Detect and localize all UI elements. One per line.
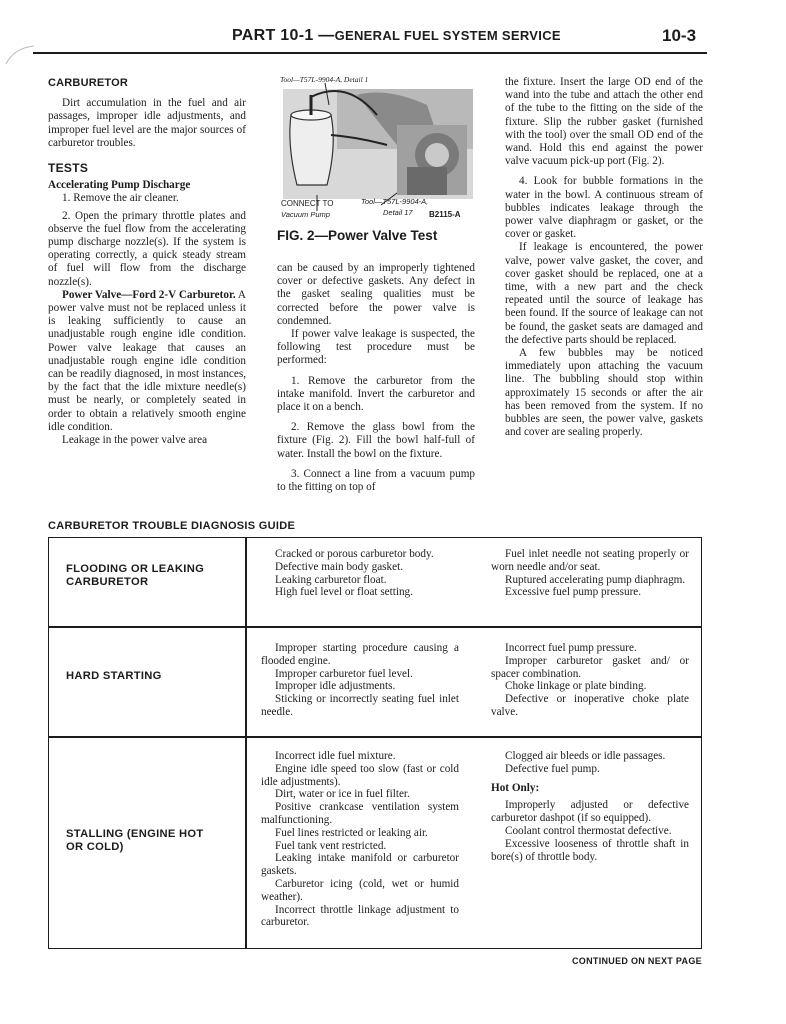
figure-caption: FIG. 2—Power Valve Test	[277, 228, 438, 243]
table-divider-row-1	[49, 626, 701, 628]
list-item: Excessive fuel pump pressure.	[505, 586, 642, 599]
col2-para-1: can be caused by an improperly tightened cover or defective gaskets. Any defect in the gasket sealing qualities must be corrected before the power valve is condemned.	[277, 262, 475, 327]
row-3-causes-right	[491, 750, 689, 863]
list-item: Improper idle adjustments.	[275, 680, 396, 693]
list-item: Sticking or incorrectly seating fuel inlet needle.	[261, 693, 459, 718]
col3-para-4: A few bubbles may be noticed immediately upon attaching the vacuum line. The bubbling should stop within approximately 15 seconds or after the air has been removed from the system. If no bubbles are seen, the power valve, gaskets and cover are sealing properly.	[505, 347, 703, 439]
row-3-causes-mid	[261, 750, 459, 929]
row-1-causes-mid	[261, 548, 459, 599]
row-label-flooding: FLOODING OR LEAKING CARBURETOR	[66, 563, 205, 588]
page-number: 10-3	[662, 26, 697, 45]
col2-step-1: 1. Remove the carburetor from the intake manifold. Invert the carburetor and place it on a bench.	[277, 374, 475, 414]
table-divider-row-2	[49, 736, 701, 738]
carburetor-heading: CARBURETOR	[48, 77, 129, 89]
corner-arc-mark	[4, 40, 38, 74]
list-item: Improper carburetor gasket and/ or spacer combination.	[491, 654, 689, 680]
column-2	[277, 262, 475, 494]
figure-code: B2115-A	[429, 210, 461, 219]
list-item: Incorrect throttle linkage adjustment to carburetor.	[261, 903, 459, 929]
list-item: Defective main body gasket.	[275, 560, 403, 573]
list-item: Ruptured accelerating pump diaphragm.	[505, 573, 686, 586]
row-1-causes-right	[491, 548, 689, 599]
row-2-causes-right	[491, 642, 689, 719]
list-item: Incorrect fuel pump pressure.	[505, 642, 637, 654]
list-item: Coolant control thermostat defective.	[505, 824, 672, 837]
list-item: Defective fuel pump.	[505, 762, 600, 775]
list-item: Engine idle speed too slow (fast or cold idle adjustments).	[261, 762, 459, 788]
header-subtitle: GENERAL FUEL SYSTEM SERVICE	[334, 28, 561, 43]
list-item: Fuel inlet needle not seating properly or worn needle and/or seat.	[491, 548, 689, 573]
list-item: Carburetor icing (cold, wet or humid weather).	[261, 877, 459, 903]
col2-step-3: 3. Connect a line from a vacuum pump to the fitting on top of	[277, 467, 475, 494]
power-valve-heading: Power Valve—Ford 2-V Carburetor.	[62, 288, 236, 301]
col3-para-1: the fixture. Insert the large OD end of the wand into the tube and attach the other end of the tube to the fitting on the side of the fixture. Slip the rubber gasket (furnished with the tool) over the small OD end of the wand. Hold this end against the power valve vacuum pick-up port (Fig. 2).	[505, 76, 703, 168]
list-item: Improper starting procedure causing a flooded engine.	[261, 642, 459, 667]
accelerating-pump-heading: Accelerating Pump Discharge	[48, 179, 191, 192]
list-item: Improper carburetor fuel level.	[275, 667, 413, 680]
accel-step-1: 1. Remove the air cleaner.	[62, 192, 179, 205]
list-item: Choke linkage or plate binding.	[505, 680, 647, 693]
list-item: Clogged air bleeds or idle passages.	[505, 750, 666, 762]
list-item: Excessive looseness of throttle shaft in bore(s) of throttle body.	[491, 837, 689, 863]
power-valve-text: A power valve must not be replaced unless it is leaking sufficiently to cause an unadjustable rough engine idle condition. Power valve leakage that causes an unadjustable rough engine idle condition can be readily diagnosed, in most instances, by the fact that the idle mixture needle(s) must be nearly, or completely seated in order to obtain a relatively smooth engine idle condition.	[48, 288, 246, 433]
accel-step-2: 2. Open the primary throttle plates and observe the fuel flow from the accelerating pump discharge nozzle(s). If the system is operating correctly, a quick steady stream of fuel will flow from the discharge nozzle(s).	[48, 209, 246, 288]
figure-power-valve-test	[277, 75, 477, 225]
table-divider-vertical	[245, 538, 247, 948]
carburetor-intro: Dirt accumulation in the fuel and air passages, improper idle adjustments, and improper fuel level are the major sources of carburetor troubles.	[48, 97, 246, 149]
list-item: Defective or inoperative choke plate valve.	[491, 693, 689, 718]
row-label-hard-starting: HARD STARTING	[66, 670, 162, 682]
leakage-start: Leakage in the power valve area	[62, 434, 208, 447]
col2-step-2: 2. Remove the glass bowl from the fixture (Fig. 2). Fill the bowl half-full of water. Install the bowl on the fixture.	[277, 421, 475, 460]
list-item: Improperly adjusted or defective carburetor dashpot (if so equipped).	[491, 799, 689, 825]
header-dash: —	[313, 27, 335, 44]
col3-para-3: If leakage is encountered, the power valve, power valve gasket, the cover, and cover gasket should be replaced, one at a time, with a new part and the check repeated until the source of leakage has been found. If the source of leakage can not be found, the gasket seats are damaged and the defective parts should be replaced.	[505, 241, 703, 346]
power-valve-paragraph	[48, 289, 246, 434]
page-header-title	[232, 27, 561, 45]
col2-para-2: If power valve leakage is suspected, the following test procedure must be performed:	[277, 328, 475, 367]
trouble-guide-title: CARBURETOR TROUBLE DIAGNOSIS GUIDE	[48, 520, 296, 532]
list-item: Fuel tank vent restricted.	[275, 839, 387, 852]
figure-label-tool-top: Tool—T57L-9904-A, Detail 1	[280, 75, 369, 84]
header-rule	[33, 52, 707, 54]
list-item: High fuel level or float setting.	[275, 586, 413, 599]
trouble-diagnosis-table	[48, 537, 702, 949]
column-1	[48, 77, 246, 447]
tests-heading: TESTS	[48, 161, 89, 176]
header-part: PART 10-1	[232, 27, 314, 44]
figure-label-connect: CONNECT TO	[281, 199, 334, 208]
row-2-causes-mid	[261, 642, 459, 719]
continued-on-next-page: CONTINUED ON NEXT PAGE	[572, 956, 702, 966]
list-item: Leaking carburetor float.	[275, 573, 387, 586]
hot-only-heading: Hot Only:	[491, 781, 540, 794]
list-item: Incorrect idle fuel mixture.	[275, 750, 396, 762]
column-3	[505, 76, 703, 439]
figure-label-tool-bottom: Tool—T57L-9904-A,	[361, 197, 429, 206]
list-item: Leaking intake manifold or carburetor gaskets.	[261, 852, 459, 878]
col3-step-4: 4. Look for bubble formations in the water in the bowl. A continuous stream of bubbles indicates leakage through the power valve diaphragm or gasket, or the cover or gasket.	[505, 175, 703, 241]
list-item: Cracked or porous carburetor body.	[275, 548, 434, 560]
figure-label-vacuum-pump: Vacuum Pump	[281, 210, 330, 219]
list-item: Dirt, water or ice in fuel filter.	[275, 788, 410, 801]
row-label-stalling: STALLING (ENGINE HOT OR COLD)	[66, 828, 204, 853]
list-item: Positive crankcase ventilation system malfunctioning.	[261, 801, 459, 826]
list-item: Fuel lines restricted or leaking air.	[275, 826, 428, 839]
figure-label-detail: Detail 17	[383, 208, 413, 217]
